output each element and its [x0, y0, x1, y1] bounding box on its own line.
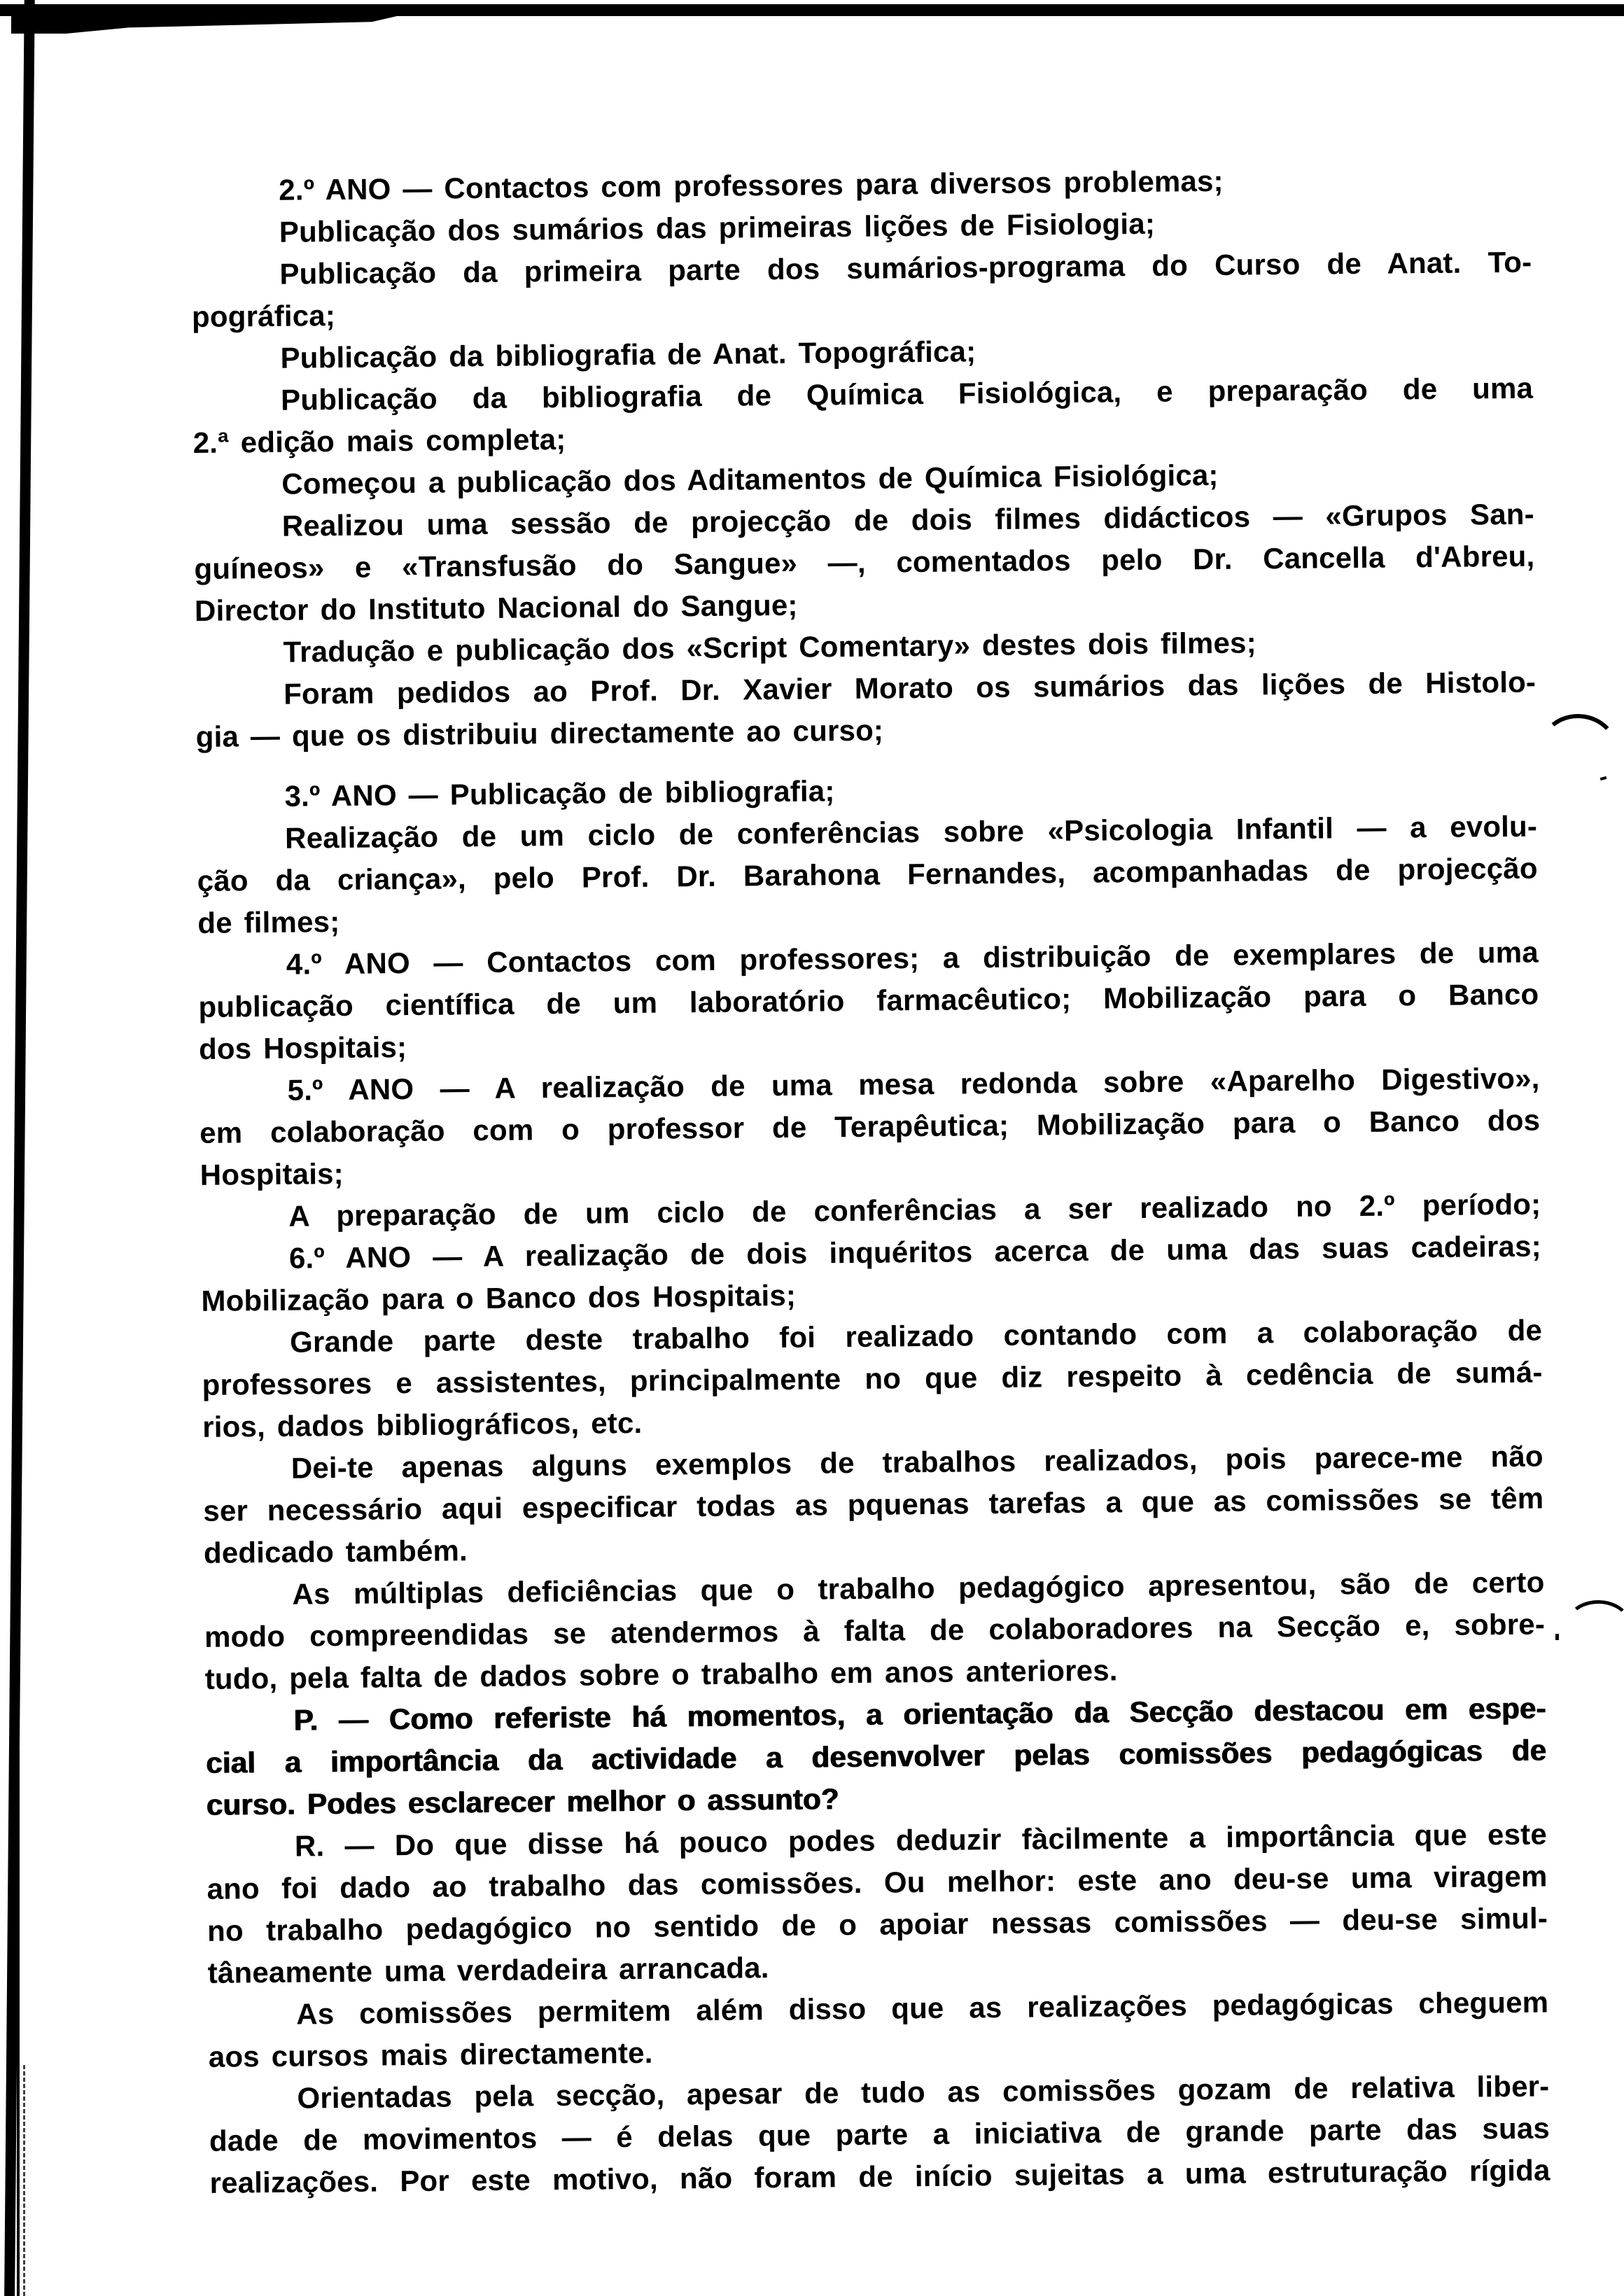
text-line: Começou a publicação dos Aditamentos de Química Fisiológica; — [281, 458, 1219, 500]
text-line: em colaboração com o professor de Terapêutica; Mobilização para o Banco dos — [199, 1103, 1541, 1149]
scan-edge-left-dots — [23, 2065, 25, 2296]
text-line: As múltiplas deficiências que o trabalho pedagógico apresentou, são de certo — [292, 1565, 1545, 1611]
text-line: de filmes; — [197, 905, 340, 939]
text-line: Mobilização para o Banco dos Hospitais; — [201, 1278, 797, 1317]
text-line: no trabalho pedagógico no sentido de o apoiar nessas comissões — deu-se simul- — [206, 1901, 1548, 1947]
text-line: tudo, pela falta de dados sobre o trabalho em anos anteriores. — [204, 1653, 1118, 1695]
text-line: Director do Instituto Nacional do Sangue; — [194, 588, 798, 627]
text-line: dade de movimentos — é delas que parte a iniciativa de grande parte das suas — [209, 2111, 1550, 2157]
text-line: ano foi dado ao trabalho das comissões. Ou melhor: este ano deu-se uma viragem — [206, 1859, 1548, 1905]
scan-edge-top-blob — [11, 15, 403, 34]
text-line: 3.º ANO — Publicação de bibliografia; — [284, 774, 835, 813]
text-line: modo compreendidas se atendermos à falta de colaboradores na Secção e, sobre- — [204, 1607, 1546, 1653]
text-line: Tradução e publicação dos «Script Comentary» destes dois filmes; — [283, 626, 1256, 668]
text-line: publicação científica de um laboratório farmacêutico; Mobilização para o Banco — [198, 977, 1539, 1023]
text-line: R. — Do que disse há pouco podes deduzir fàcilmente a importância que este — [294, 1817, 1548, 1863]
text-line: curso. Podes esclarecer melhor o assunto? — [206, 1782, 839, 1821]
text-line: 4.º ANO — Contactos com professores; a distribuição de exemplares de uma — [286, 935, 1539, 981]
text-line: pográfica; — [191, 299, 336, 333]
text-line: Orientadas pela secção, apesar de tudo as comissões gozam de relativa liber- — [297, 2069, 1550, 2115]
text-line: 2.º ANO — Contactos com professores para diversos problemas; — [279, 164, 1224, 206]
text-line: As comissões permitem além disso que as realizações pedagógicas cheguem — [296, 1985, 1549, 2031]
text-line: Grande parte deste trabalho foi realizado contando com a colaboração de — [289, 1313, 1543, 1359]
scan-edge-left-line — [17, 1750, 20, 2296]
text-line: aos cursos mais directamente. — [208, 2036, 653, 2073]
scan-edge-top — [0, 4, 1624, 16]
text-line: Realização de um ciclo de conferências sobre «Psicologia Infantil — a evolu- — [284, 809, 1538, 855]
text-line: 2.ª edição mais completa; — [192, 422, 566, 459]
text-line: tâneamente uma verdadeira arrancada. — [207, 1951, 769, 1989]
text-line: ção da criança», pelo Prof. Dr. Barahona Fernandes, acompanhadas de projecção — [197, 851, 1538, 897]
text-line: Realizou uma sessão de projecção de dois filmes didácticos — «Grupos San- — [281, 497, 1535, 542]
text-line: A preparação de um ciclo de conferências a ser realizado no 2.º período; — [288, 1187, 1541, 1233]
pen-arc-mark-icon — [1536, 711, 1621, 790]
text-line: dos Hospitais; — [198, 1030, 407, 1065]
text-line: gia — que os distribuiu directamente ao curso; — [195, 713, 884, 753]
text-line: Publicação da primeira parte dos sumários-programa do Curso de Anat. To- — [279, 245, 1532, 290]
pen-arc-mark-icon — [1565, 1599, 1624, 1651]
text-line: rios, dados bibliográficos, etc. — [202, 1406, 643, 1443]
text-line: Publicação da bibliografia de Química Fisiológica, e preparação de uma — [280, 371, 1534, 416]
text-line: realizações. Por este motivo, não foram de início sujeitas a uma estruturação rígida — [209, 2153, 1550, 2199]
ink-speck-icon — [1555, 1634, 1559, 1640]
text-line: 6.º ANO — A realização de dois inquéritos acerca de uma das suas cadeiras; — [288, 1229, 1542, 1275]
text-line: Hospitais; — [200, 1156, 344, 1191]
text-line: Publicação dos sumários das primeiras lições de Fisiologia; — [279, 206, 1156, 248]
document-text — [190, 158, 1550, 2204]
text-line: Publicação da bibliografia de Anat. Topográfica; — [280, 335, 976, 374]
text-line: 5.º ANO — A realização de uma mesa redonda sobre «Aparelho Digestivo», — [287, 1061, 1540, 1107]
text-line: professores e assistentes, principalmente no que diz respeito à cedência de sumá- — [202, 1355, 1543, 1401]
text-line: dedicado também. — [203, 1534, 468, 1569]
ink-speck-icon — [1600, 776, 1607, 780]
text-line: P. — Como referiste há momentos, a orientação da Secção destacou em espe- — [293, 1691, 1546, 1737]
text-line: guíneos» e «Transfusão do Sangue» —, comentados pelo Dr. Cancella d'Abreu, — [194, 539, 1535, 585]
text-line: ser necessário aqui especificar todas as pquenas tarefas a que as comissões se têm — [203, 1481, 1544, 1527]
text-line: Foram pedidos ao Prof. Dr. Xavier Morato os sumários das lições de Histolo- — [283, 665, 1536, 710]
text-line: cial a importância da actividade a desenvolver pelas comissões pedagógicas de — [205, 1733, 1546, 1779]
text-line: Dei-te apenas alguns exemplos de trabalhos realizados, pois parece-me não — [290, 1439, 1544, 1485]
